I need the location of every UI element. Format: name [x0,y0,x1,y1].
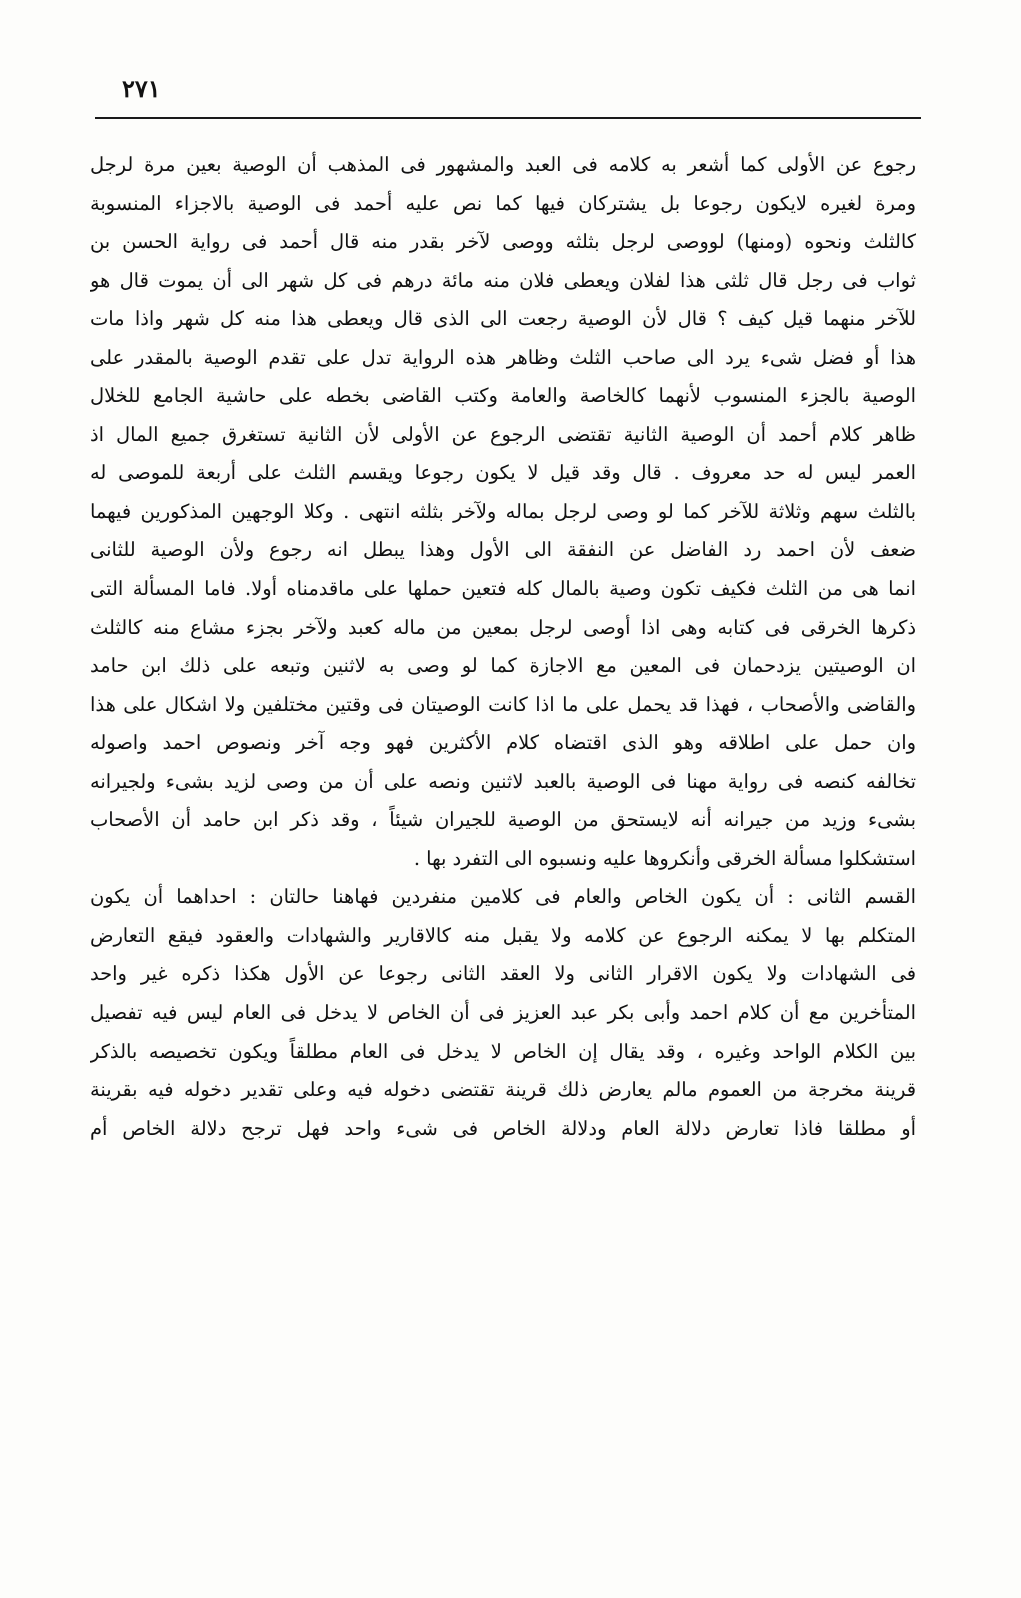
text-line: ثواب فى رجل قال ثلثى هذا لفلان ويعطى فلان منه مائة درهم فى كل شهر الى أن يموت قال هو [90,268,916,292]
text-line: بشىء وزيد من جيرانه أنه لايستحق من الوصية للجيران شيئاً ، وقد ذكر ابن حامد أن الأصحاب [90,808,916,832]
text-line: وان حمل على اطلاقه وهو الذى اقتضاه كلام الأكثرين فهو وجه آخر ونصوص احمد واصوله [90,731,916,755]
text-line: ان الوصيتين يزدحمان فى المعين مع الاجازة كما لو وصى به لاثنين وتبعه على ذلك ابن حامد [90,654,916,678]
text-line: العمر ليس له حد معروف . قال وقد قيل لا يكون رجوعا ويقسم الثلث على أربعة للموصى له [90,461,916,485]
text-line: ذكرها الخرقى فى كتابه وهى اذا أوصى لرجل بمعين من ماله كعبد ولآخر بجزء مشاع منه كالثلث [90,615,916,639]
text-line: ضعف لأن احمد رد الفاضل عن النفقة الى الأول وهذا يبطل انه رجوع ولأن الوصية للثانى [90,538,916,562]
text-line: رجوع عن الأولى كما أشعر به كلامه فى العبد والمشهور فى المذهب أن الوصية بعين مرة لرجل [90,153,916,176]
text-line: الوصية بالجزء المنسوب لأنهما كالخاصة والعامة وكتب القاضى بخطه على حاشية الجامع للخلال [90,384,916,408]
text-line: هذا أو فضل شىء يرد الى صاحب الثلث وظاهر هذه الرواية تدل على تقدم الوصية بالمقدر على [90,345,916,369]
text-line: بين الكلام الواحد وغيره ، وقد يقال إن الخاص لا يدخل فى العام مطلقاً ويكون تخصيصه بالذكر [90,1039,916,1063]
text-line: والقاضى والأصحاب ، فهذا قد يحمل على ما اذا كانت الوصيتان فى وقتين مختلفين ولا اشكال على هذا [90,692,916,716]
paragraph-end-line: استشكلوا مسألة الخرقى وأنكروها عليه ونسبوه الى التفرد بها . [413,846,916,870]
text-line: ومرة لغيره لايكون رجوعا بل يشتركان فيها كما نص عليه أحمد فى الوصية بالاجزاء المنسوبة [90,191,916,215]
header-rule [95,117,921,119]
text-line: كالثلث ونحوه (ومنها) لووصى لرجل بثلثه ووصى لآخر بقدر منه قال أحمد فى رواية الحسن بن [90,230,916,254]
text-line: ظاهر كلام أحمد أن الوصية الثانية تقتضى الرجوع عن الأولى لأن الثانية تستغرق جميع المال اذ [90,422,916,446]
text-line: المتأخرين مع أن كلام احمد وأبى بكر عبد العزيز فى أن الخاص لا يدخل فى العام ليس فيه تفصيل [90,1001,916,1025]
text-line: بالثلث سهم وثلاثة للآخر كما لو وصى لرجل بماله ولآخر بثلثه انتهى . وكلا الوجهين المذكورين فيهما [90,499,916,523]
text-line: قرينة مخرجة من العموم مالم يعارض ذلك قرينة تقتضى دخوله فيه وعلى تقدير دخوله فيه بقرينة [90,1078,916,1102]
text-line: المتكلم بها لا يمكنه الرجوع عن كلامه ولا يقبل منه كالاقارير والشهادات والعقود فيقع التعارض [90,923,916,947]
body-text [90,146,916,1148]
text-line: للآخر منهما قيل كيف ؟ قال لأن الوصية رجعت الى الذى قال ويعطى هذا منه كل شهر واذا مات [90,307,916,331]
section-heading-line: القسم الثانى : أن يكون الخاص والعام فى كلامين منفردين فهاهنا حالتان : احداهما أن يكون [90,885,916,909]
page-number: ٢٧١ [122,74,161,103]
text-line: انما هى من الثلث فكيف تكون وصية بالمال كله فتعين حملها على ماقدمناه أولا. فاما المسألة التى [90,577,916,601]
text-line: فى الشهادات ولا يكون الاقرار الثانى ولا العقد الثانى رجوعا عن الأول هكذا ذكره غير واحد [90,962,916,986]
text-line: تخالفه كنصه فى رواية مهنا فى الوصية بالعبد لاثنين ونصه على أن من وصى لزيد بشىء ولجيرانه [90,769,916,793]
text-line: أو مطلقا فاذا تعارض دلالة العام ودلالة الخاص فى شىء واحد فهل ترجح دلالة الخاص أم [90,1116,916,1140]
